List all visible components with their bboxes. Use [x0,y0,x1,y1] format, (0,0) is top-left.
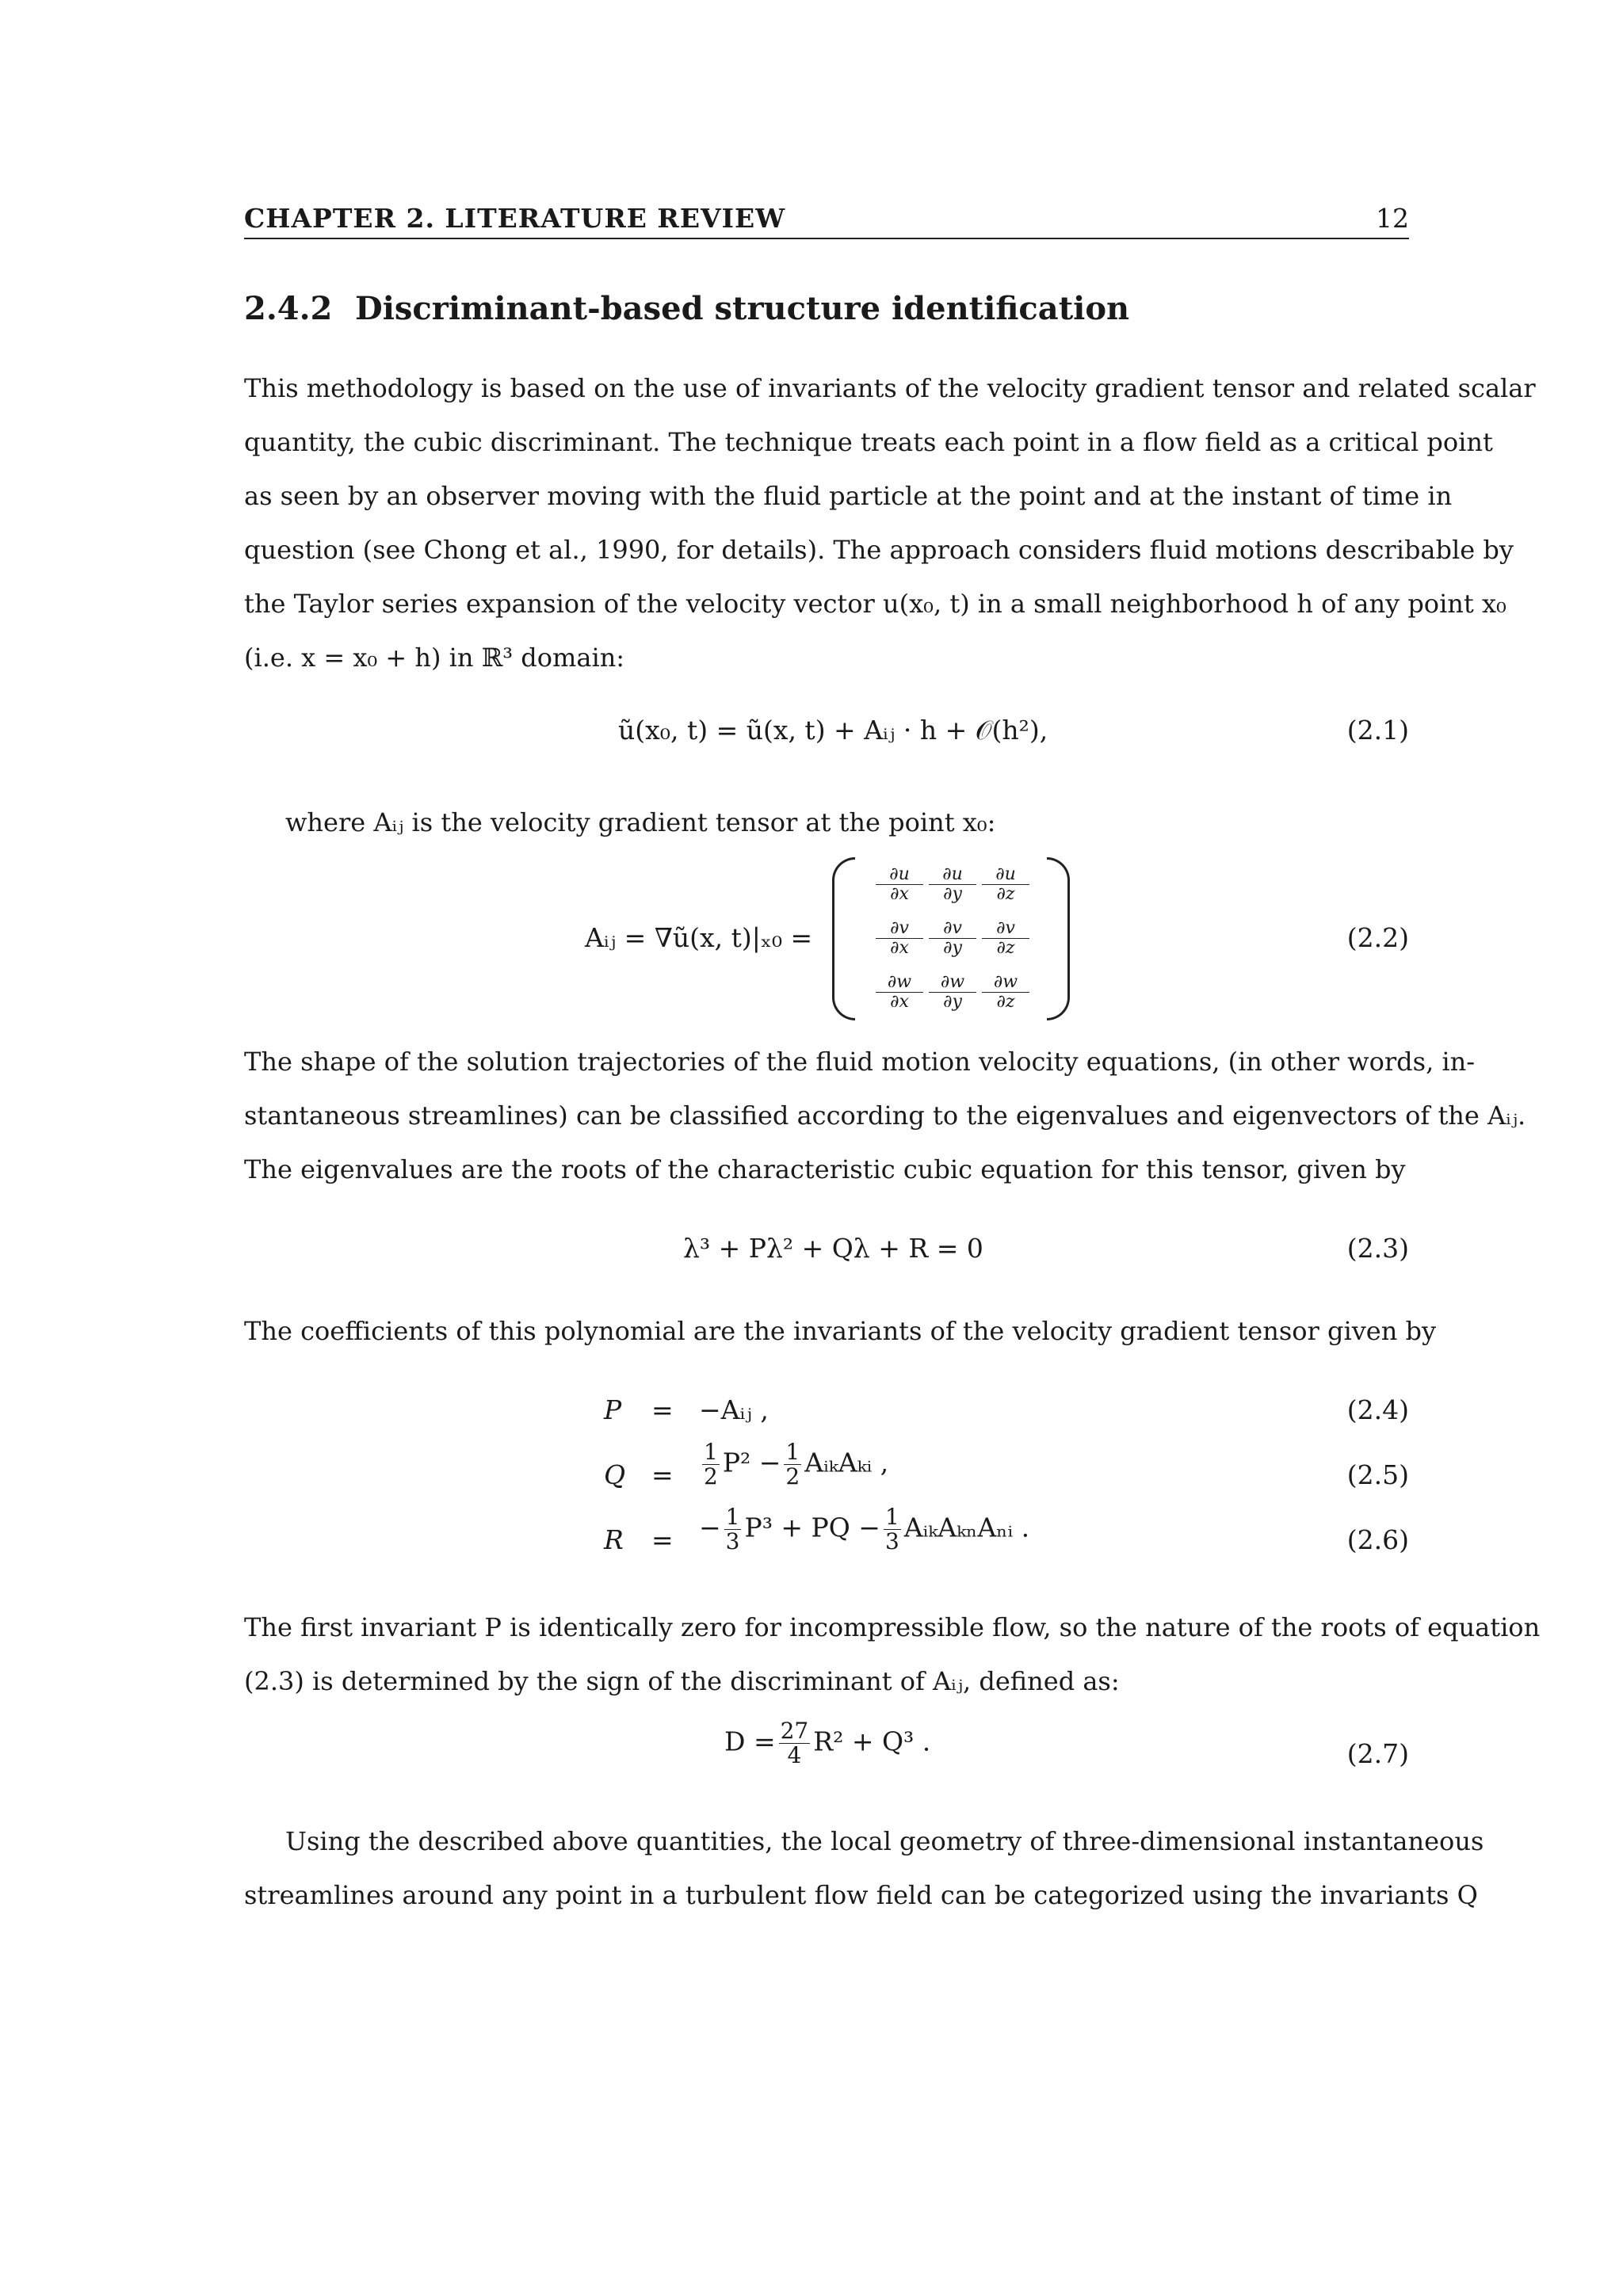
section-number: 2.4.2 [244,290,333,327]
eq5-rel: = [651,1459,674,1490]
eq6-lhs: R [604,1524,624,1555]
equation-number: (2.3) [1346,1233,1409,1264]
text-line: as seen by an observer moving with the fluid particle at the point and at the instant of time in [244,481,1453,511]
section-title: Discriminant-based structure identification [355,290,1130,327]
eq6-rhs: − $\frac{1}{3}$ P³ + PQ − $\frac{1}{3}$ AᵢₖAₖₙAₙᵢ . [699,1504,1030,1554]
matrix-cell: ∂w ∂x [876,973,923,1012]
fraction: $\frac{1}{3}$ [725,1504,740,1554]
equation-number: (2.6) [1346,1524,1409,1555]
eq5-rhs: $\frac{1}{2}$ P² − $\frac{1}{2}$ AᵢₖAₖᵢ , [704,1439,889,1489]
equation-number: (2.5) [1346,1459,1409,1490]
text-line: The eigenvalues are the roots of the characteristic cubic equation for this tensor, given by [244,1154,1406,1184]
equation-2-3: λ³ + Pλ² + Qλ + R = 0 [683,1233,983,1264]
matrix-cell: ∂v ∂y [929,919,976,958]
text-line: The coefficients of this polynomial are the invariants of the velocity gradient tensor given by [244,1316,1437,1346]
eq4-lhs: P [604,1394,622,1425]
text-line: This methodology is based on the use of invariants of the velocity gradient tensor and related scalar [244,373,1536,403]
eq4-rhs: −Aᵢⱼ , [699,1394,769,1425]
paragraph-3 [244,1035,1526,1196]
eq6-rel: = [651,1524,674,1555]
matrix-cell: ∂u ∂y [929,865,976,904]
fraction: $\frac{1}{3}$ [884,1504,899,1554]
text-line: the Taylor series expansion of the velocity vector u(x₀, t) in a small neighborhood h of any point x₀ [244,589,1507,619]
text-line: Using the described above quantities, the local geometry of three-dimensional instantaneous [285,1826,1484,1856]
text-line: where Aᵢⱼ is the velocity gradient tensor at the point x₀: [285,807,996,837]
paragraph-5 [244,1600,1541,1708]
gradient-matrix [832,857,1070,1016]
matrix-cell: ∂w ∂y [929,973,976,1012]
matrix-cell: ∂v ∂x [876,919,923,958]
equation-number: (2.7) [1346,1738,1409,1769]
text-line: The first invariant P is identically zero for incompressible flow, so the nature of the roots of equation [244,1612,1541,1642]
text-line: The shape of the solution trajectories of the fluid motion velocity equations, (in other words, in- [244,1047,1476,1077]
matrix-cell: ∂w ∂z [982,973,1029,1012]
fraction: $\frac{1}{2}$ [704,1439,718,1489]
text-line: question (see Chong et al., 1990, for details). The approach considers fluid motions describable by [244,535,1514,565]
equation-2-1: ũ(x₀, t) = ũ(x, t) + Aᵢⱼ · h + 𝒪(h²), [618,715,1048,746]
eq4-rel: = [651,1394,674,1425]
eq5-lhs: Q [604,1459,626,1490]
matrix-cell: ∂v ∂z [982,919,1029,958]
equation-2-7: D = $\frac{27}{4}$ R² + Q³ . [724,1718,931,1768]
equation-number: (2.4) [1346,1394,1409,1425]
paragraph-1 [244,361,1536,685]
paragraph-2 [285,795,1409,849]
page-number: 12 [1376,203,1409,234]
equation-number: (2.1) [1346,715,1409,746]
text-line: stantaneous streamlines) can be classified according to the eigenvalues and eigenvectors of the Aᵢⱼ. [244,1100,1526,1131]
chapter-title: CHAPTER 2. LITERATURE REVIEW [244,203,786,234]
fraction: $\frac{1}{2}$ [785,1439,800,1489]
matrix-right-paren [1047,857,1070,1020]
equation-2-2-lhs: Aᵢⱼ = ∇ũ(x, t)|ₓ₀ = [585,922,813,953]
paragraph-4 [244,1304,1437,1358]
equation-number: (2.2) [1346,922,1409,953]
text-line: quantity, the cubic discriminant. The technique treats each point in a flow field as a critical point [244,427,1493,457]
matrix-left-paren [832,857,855,1020]
matrix-cell: ∂u ∂z [982,865,1029,904]
matrix-cell: ∂u ∂x [876,865,923,904]
running-header [244,203,1409,239]
text-line: (i.e. x = x₀ + h) in ℝ³ domain: [244,643,625,673]
text-line: (2.3) is determined by the sign of the discriminant of Aᵢⱼ, defined as: [244,1666,1120,1696]
text-line: streamlines around any point in a turbulent flow field can be categorized using the invariants Q [244,1880,1478,1910]
section-heading [244,290,1129,327]
fraction: $\frac{27}{4}$ [780,1718,809,1768]
paragraph-6 [244,1814,1484,1922]
